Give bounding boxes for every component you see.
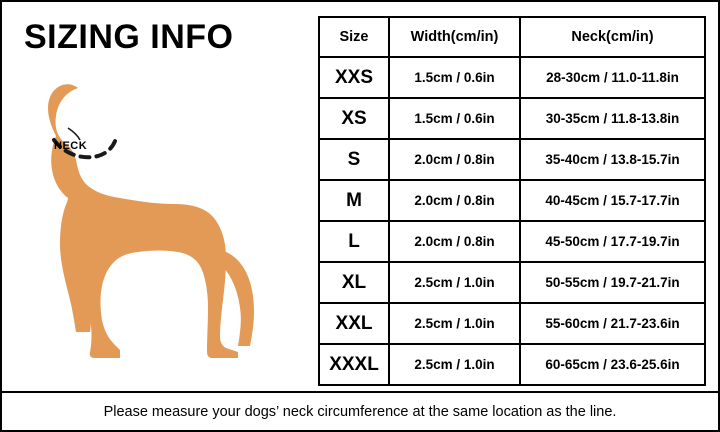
cell-width: 2.0cm / 0.8in (389, 221, 520, 262)
table-row (319, 221, 705, 262)
cell-size: XXL (319, 303, 389, 344)
cell-neck: 60-65cm / 23.6-25.6in (520, 344, 705, 385)
header-size: Size (319, 17, 389, 57)
table-row (319, 98, 705, 139)
header-width: Width(cm/in) (389, 17, 520, 57)
cell-size: XXS (319, 57, 389, 98)
cell-size: XL (319, 262, 389, 303)
cell-neck: 45-50cm / 17.7-19.7in (520, 221, 705, 262)
cell-neck: 35-40cm / 13.8-15.7in (520, 139, 705, 180)
cell-width: 1.5cm / 0.6in (389, 57, 520, 98)
size-table (318, 16, 706, 386)
neck-pointer-line (68, 128, 80, 140)
cell-size: L (319, 221, 389, 262)
cell-width: 2.0cm / 0.8in (389, 139, 520, 180)
cell-size: XXXL (319, 344, 389, 385)
cell-neck: 30-35cm / 11.8-13.8in (520, 98, 705, 139)
cell-neck: 40-45cm / 15.7-17.7in (520, 180, 705, 221)
cell-neck: 55-60cm / 21.7-23.6in (520, 303, 705, 344)
measurement-note: Please measure your dogs’ neck circumference at the same location as the line. (2, 391, 718, 430)
cell-size: M (319, 180, 389, 221)
cell-width: 2.5cm / 1.0in (389, 344, 520, 385)
cell-neck: 28-30cm / 11.0-11.8in (520, 57, 705, 98)
neck-label: NECK (54, 140, 88, 152)
cell-width: 2.5cm / 1.0in (389, 262, 520, 303)
dog-body-shape (48, 84, 254, 358)
cell-size: S (319, 139, 389, 180)
table-row (319, 303, 705, 344)
table-row (319, 180, 705, 221)
cell-width: 1.5cm / 0.6in (389, 98, 520, 139)
dog-illustration (16, 80, 296, 360)
table-row (319, 57, 705, 98)
cell-neck: 50-55cm / 19.7-21.7in (520, 262, 705, 303)
table-row (319, 262, 705, 303)
header-neck: Neck(cm/in) (520, 17, 705, 57)
cell-width: 2.0cm / 0.8in (389, 180, 520, 221)
table-header-row (319, 17, 705, 57)
size-table-container (318, 16, 704, 383)
table-row (319, 344, 705, 385)
left-panel (2, 2, 308, 391)
page-title: SIZING INFO (24, 18, 234, 56)
cell-width: 2.5cm / 1.0in (389, 303, 520, 344)
table-row (319, 139, 705, 180)
cell-size: XS (319, 98, 389, 139)
